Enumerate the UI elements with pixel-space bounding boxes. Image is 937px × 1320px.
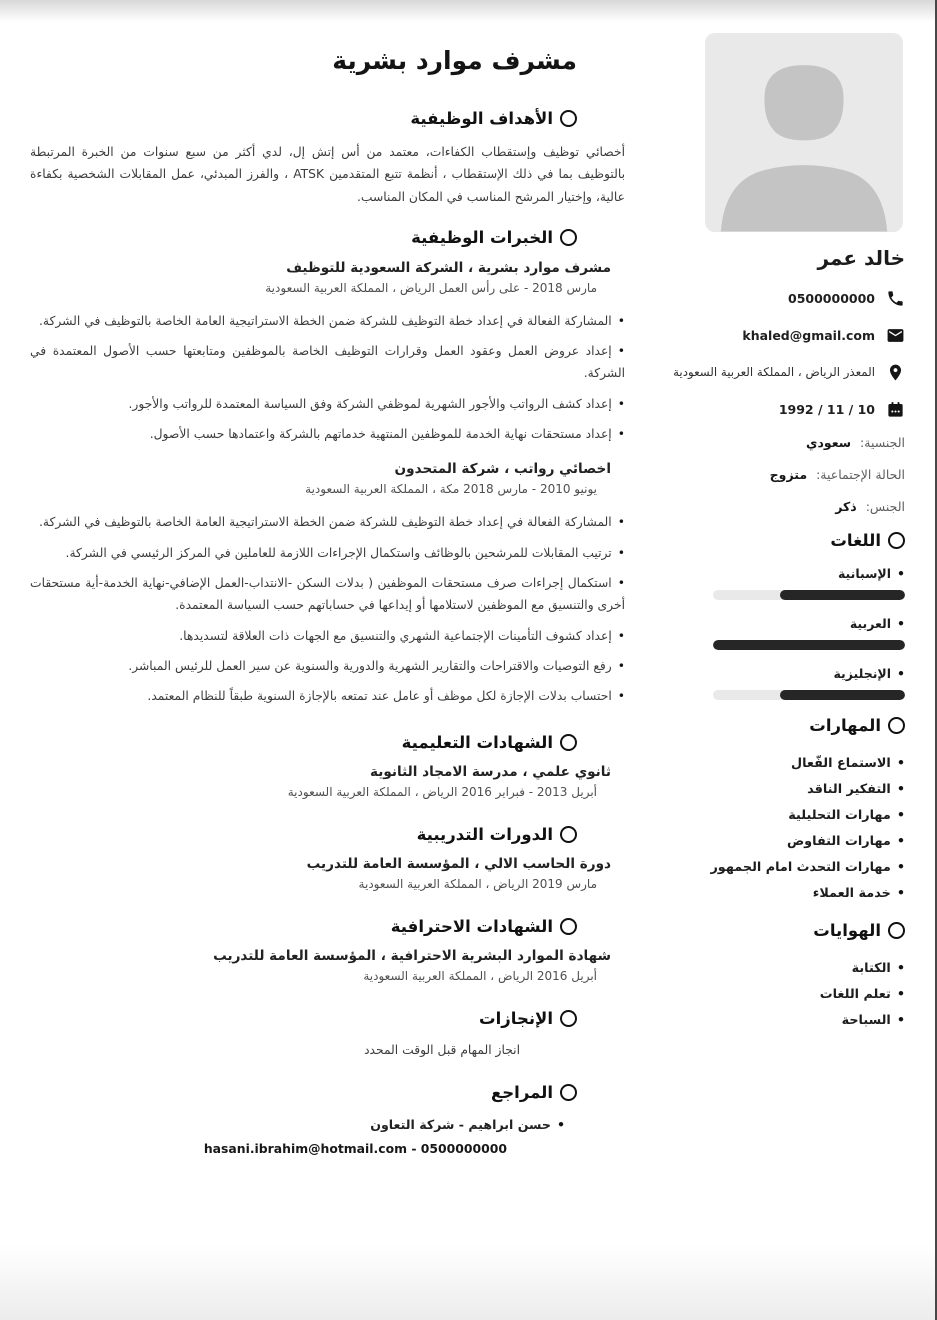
section-ring-icon [560,229,577,246]
job-bullet: • رفع التوصيات والاقتراحات والتقارير الشهرية والدورية والسنوية عن سير العمل للرئيس المباشر. [30,655,625,677]
job-bullet: • إعداد كشف الرواتب والأجور الشهرية لموظفي الشركة وفق السياسة المعتمدة للرواتب والأجور. [30,393,625,415]
skill-item: • مهارات التحدث امام الجمهور [655,855,905,881]
experience-heading-label: الخبرات الوظيفية [411,227,553,247]
contact-block [655,286,905,421]
language-item [655,666,905,700]
avatar-silhouette-icon [705,33,903,232]
training-date: مارس 2019 الرياض ، المملكة العربية السعودية [358,877,597,892]
email-address: khaled@gmail.com [742,327,875,343]
language-level-bar [713,690,905,700]
training-heading [30,825,625,844]
skills-list [655,751,905,907]
training-course: دورة الحاسب الالي ، المؤسسة العامة للتدريب [306,856,611,873]
references-heading [30,1083,625,1102]
education-heading-label: الشهادات التعليمية [401,733,553,753]
job-entry [30,260,625,445]
skill-item: • الاستماع الفّعال [655,751,905,777]
reference-contact: hasani.ibrahim@hotmail.com - 0500000000 [203,1141,507,1157]
skills-heading [655,716,905,735]
section-ring-icon [888,717,905,734]
language-level-fill [780,590,905,600]
professional-certs-heading-label: الشهادات الاحترافية [390,917,553,937]
section-ring-icon [560,1010,577,1027]
detail-value: متزوج [769,467,808,482]
job-title: اخصائي رواتب ، شركة المتحدون [394,461,611,478]
language-name: • الإنجليزية [655,666,905,681]
job-bullet: • احتساب بدلات الإجازة لكل موظف أو عامل عند تمتعه بالإجازة السنوية طبقاً للنظام المعتمد. [30,685,625,707]
contact-email-row [655,323,905,347]
language-level-bar [713,640,905,650]
person-name: خالد عمر [817,246,905,270]
section-ring-icon [888,922,905,939]
section-ring-icon [888,532,905,549]
location-text: المعذر الرياض ، المملكة العربية السعودية [673,365,875,379]
language-level-fill [713,640,905,650]
language-level-fill [780,690,905,700]
achievements-heading-label: الإنجازات [479,1009,553,1029]
job-date: مارس 2018 - على رأس العمل الرياض ، المملكة العربية السعودية [265,280,597,295]
birthdate-text: 10 / 11 / 1992 [778,401,875,417]
section-ring-icon [560,110,577,127]
detail-label: الجنس: [865,499,905,514]
education-heading [30,733,625,752]
detail-label: الجنسية: [860,435,905,450]
email-icon [886,326,905,345]
section-ring-icon [560,826,577,843]
skill-item: • مهارات التفاوض [655,829,905,855]
languages-heading [655,531,905,550]
main-column [30,33,625,1156]
education-date: أبريل 2013 - فبراير 2016 الرياض ، المملكة العربية السعودية [287,785,597,800]
professional-cert-date: أبريل 2016 الرياض ، المملكة العربية السعودية [363,969,597,984]
objectives-heading-label: الأهداف الوظيفية [410,109,553,128]
skill-item: • خدمة العملاء [655,881,905,907]
job-title: مشرف موارد بشرية ، الشركة السعودية للتوظيف [286,259,611,276]
hobbies-list [655,956,905,1034]
language-name: • العربية [655,616,905,631]
hobby-item: • السباحة [655,1008,905,1034]
achievement-text: انجاز المهام قبل الوقت المحدد [364,1043,520,1058]
achievements-heading [30,1009,625,1028]
language-level-bar [713,590,905,600]
training-heading-label: الدورات التدريبية [416,825,553,845]
professional-certs-heading [30,917,625,936]
skill-item: • التفكير الناقد [655,777,905,803]
references-heading-label: المراجع [491,1083,553,1103]
section-ring-icon [560,1084,577,1101]
skill-item: • مهارات التحليلية [655,803,905,829]
experience-heading [30,228,625,247]
calendar-icon [886,400,905,419]
objectives-heading [30,109,625,128]
hobby-item: • تعلم اللغات [655,982,905,1008]
profile-photo-placeholder [705,33,903,232]
resume-title: مشرف موارد بشرية [332,46,577,75]
job-bullet: • المشاركة الفعالة في إعداد خطة التوظيف للشركة ضمن الخطة الاستراتيجية العامة الخاصة بالتوظيف في الشركة. [30,511,625,533]
detail-gender [655,499,905,514]
reference-name: • حسن ابراهيم - شركة التعاون [30,1117,625,1132]
job-bullets [30,511,625,707]
section-ring-icon [560,918,577,935]
contact-phone-row [655,286,905,310]
language-item [655,566,905,600]
professional-cert: شهادة الموارد البشرية الاحترافية ، المؤسسة العامة للتدريب [213,948,611,965]
languages-heading-label: اللغات [830,531,881,550]
detail-value: سعودي [805,435,852,450]
detail-value: ذكر [835,499,857,514]
page-bottom-shadow [0,1245,937,1320]
hobbies-heading-label: الهوايات [813,921,881,940]
job-bullet: • إعداد كشوف التأمينات الإجتماعية الشهري والتنسيق مع الجهات ذات العلاقة لتسديدها. [30,625,625,647]
location-pin-icon [886,363,905,382]
contact-location-row [655,360,905,384]
languages-list [655,566,905,700]
section-ring-icon [560,734,577,751]
job-date: يونيو 2010 - مارس 2018 مكة ، المملكة العربية السعودية [305,482,597,497]
education-degree: ثانوي علمي ، مدرسة الامجاد الثانوية [370,764,611,781]
hobby-item: • الكتابة [655,956,905,982]
detail-label: الحالة الإجتماعية: [816,467,905,482]
phone-icon [886,289,905,308]
personal-details [655,435,905,514]
language-name: • الإسبانية [655,566,905,581]
detail-marital-status [655,467,905,482]
language-item [655,616,905,650]
phone-number: 0500000000 [788,290,875,306]
sidebar [655,33,905,1156]
job-bullet: • ترتيب المقابلات للمرشحين بالوظائف واستكمال الإجراءات اللازمة للعاملين في المركز الرئيسي في الشركة. [30,542,625,564]
objectives-text: أخصائي توظيف وإستقطاب الكفاءات، معتمد من أس إتش إل، لدي أكثر من سبع سنوات من الخبرة المرتبطة بالتوظيف بما في ذلك الإستقطاب ، أنظمة تتبع المتقدمين ATSK ، والفرز المبدئي، عمل المقابلات الشخصية بكفاءة عالية، وإختيار المرشح المناسب في المكان المناسب. [30,145,625,204]
job-entry [30,461,625,707]
job-bullet: • إعداد مستحقات نهاية الخدمة للموظفين المنتهية خدماتهم بالشركة واعتمادها حسب الأصول. [30,423,625,445]
detail-nationality [655,435,905,450]
hobbies-heading [655,921,905,940]
job-bullet: • المشاركة الفعالة في إعداد خطة التوظيف للشركة ضمن الخطة الاستراتيجية العامة الخاصة بالتوظيف في الشركة. [30,310,625,332]
job-bullet: • استكمال إجراءات صرف مستحقات الموظفين ( بدلات السكن -الانتداب-العمل الإضافي-نهاية الخدمة-أية مستحقات أخرى والتنسيق مع الموظفين لاستلامها أو إيداعها في حساباتهم حسب السياسة المعتمدة. [30,572,625,617]
job-bullet: • إعداد عروض العمل وعقود العمل وقرارات التوظيف الخاصة بالموظفين ومتابعتها حسب الأصول المعتمدة في الشركة. [30,340,625,385]
skills-heading-label: المهارات [809,716,881,735]
contact-birthdate-row [655,397,905,421]
job-bullets [30,310,625,445]
